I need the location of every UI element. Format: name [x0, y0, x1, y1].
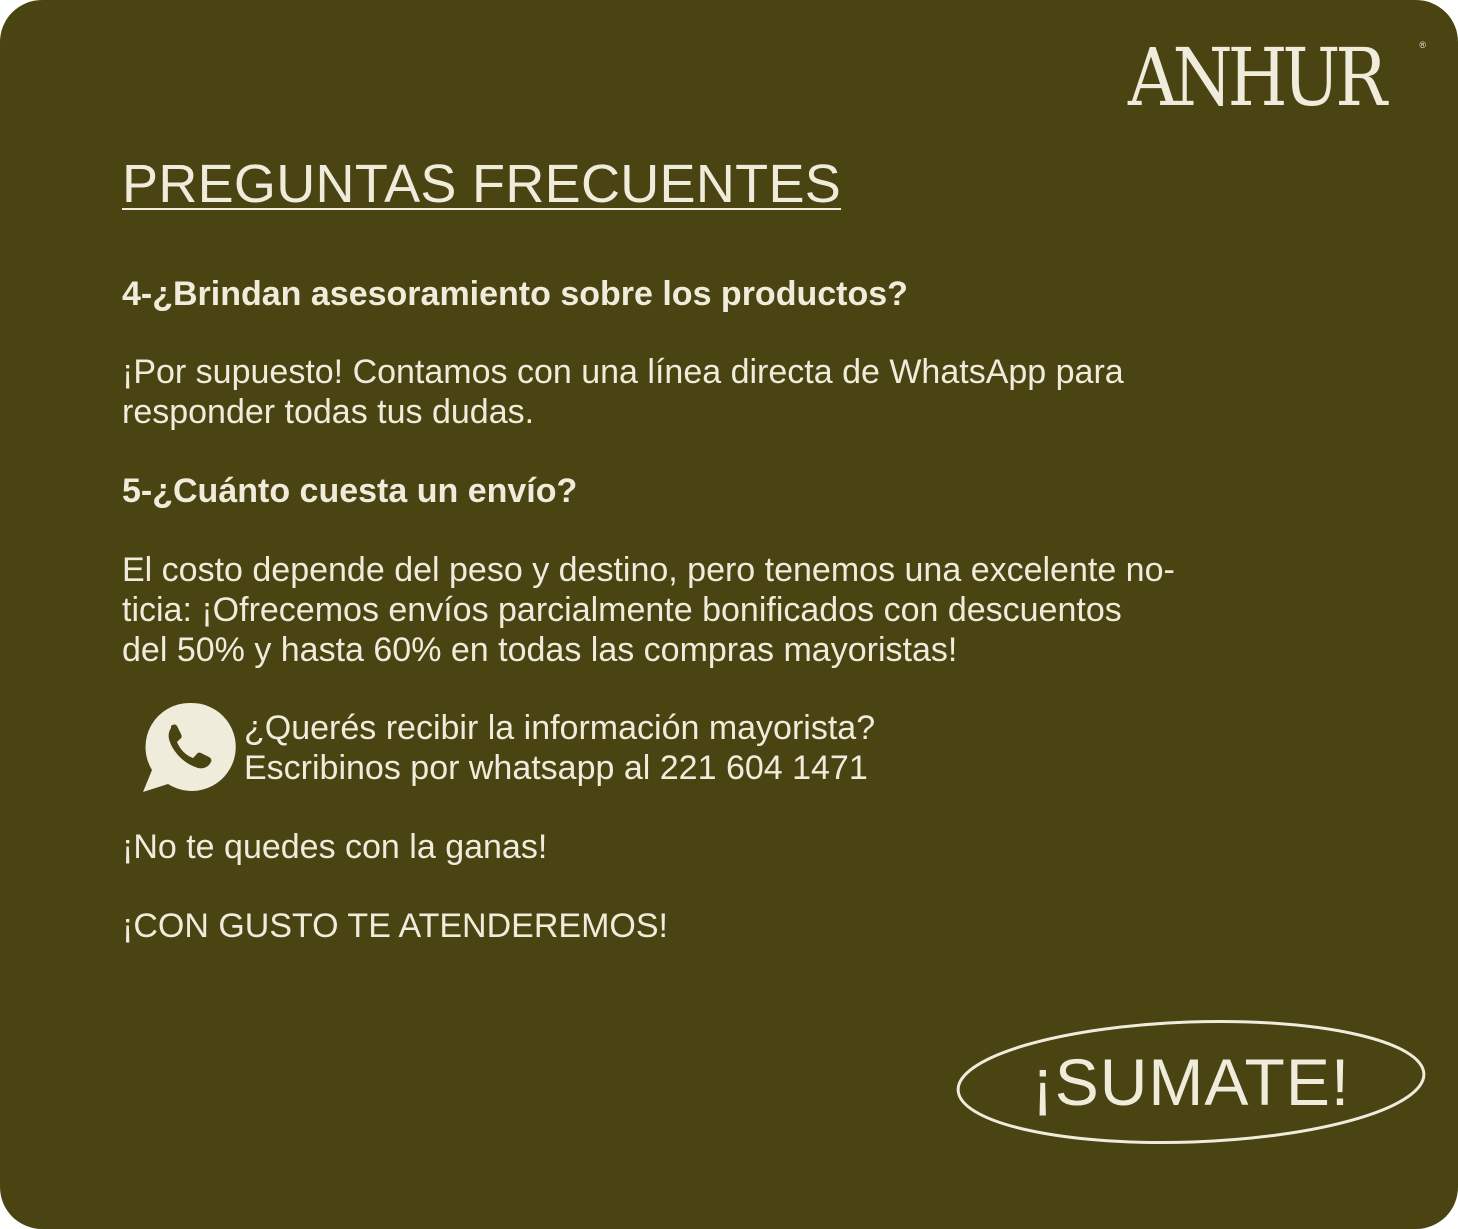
- logo-text: ANHUR: [1128, 31, 1382, 124]
- registered-mark: ®: [1419, 40, 1426, 50]
- answer-4-line-1: ¡Por supuesto! Contamos con una línea directa de WhatsApp para: [122, 353, 1124, 391]
- closing-line-2: ¡CON GUSTO TE ATENDEREMOS!: [122, 907, 668, 945]
- page-title: PREGUNTAS FRECUENTES: [122, 154, 842, 214]
- sumate-label: ¡SUMATE!: [1031, 1045, 1351, 1119]
- closing-line-1: ¡No te quedes con la ganas!: [122, 828, 548, 866]
- question-5: 5-¿Cuánto cuesta un envío?: [122, 472, 578, 510]
- whatsapp-icon[interactable]: [140, 700, 236, 794]
- answer-5-line-1: El costo depende del peso y destino, pero tenemos una excelente no-: [122, 551, 1175, 589]
- whatsapp-line-1: ¿Querés recibir la información mayorista?: [244, 709, 876, 747]
- sumate-button[interactable]: [954, 1014, 1428, 1150]
- answer-5-line-2: ticia: ¡Ofrecemos envíos parcialmente bonificados con descuentos: [122, 591, 1122, 629]
- answer-4-line-2: responder todas tus dudas.: [122, 393, 535, 431]
- whatsapp-contact: [244, 708, 875, 788]
- whatsapp-line-2: Escribinos por whatsapp al 221 604 1471: [244, 749, 868, 787]
- question-4: 4-¿Brindan asesoramiento sobre los productos?: [122, 275, 908, 313]
- answer-5-line-3: del 50% y hasta 60% en todas las compras mayoristas!: [122, 631, 958, 669]
- brand-logo: [1128, 31, 1428, 124]
